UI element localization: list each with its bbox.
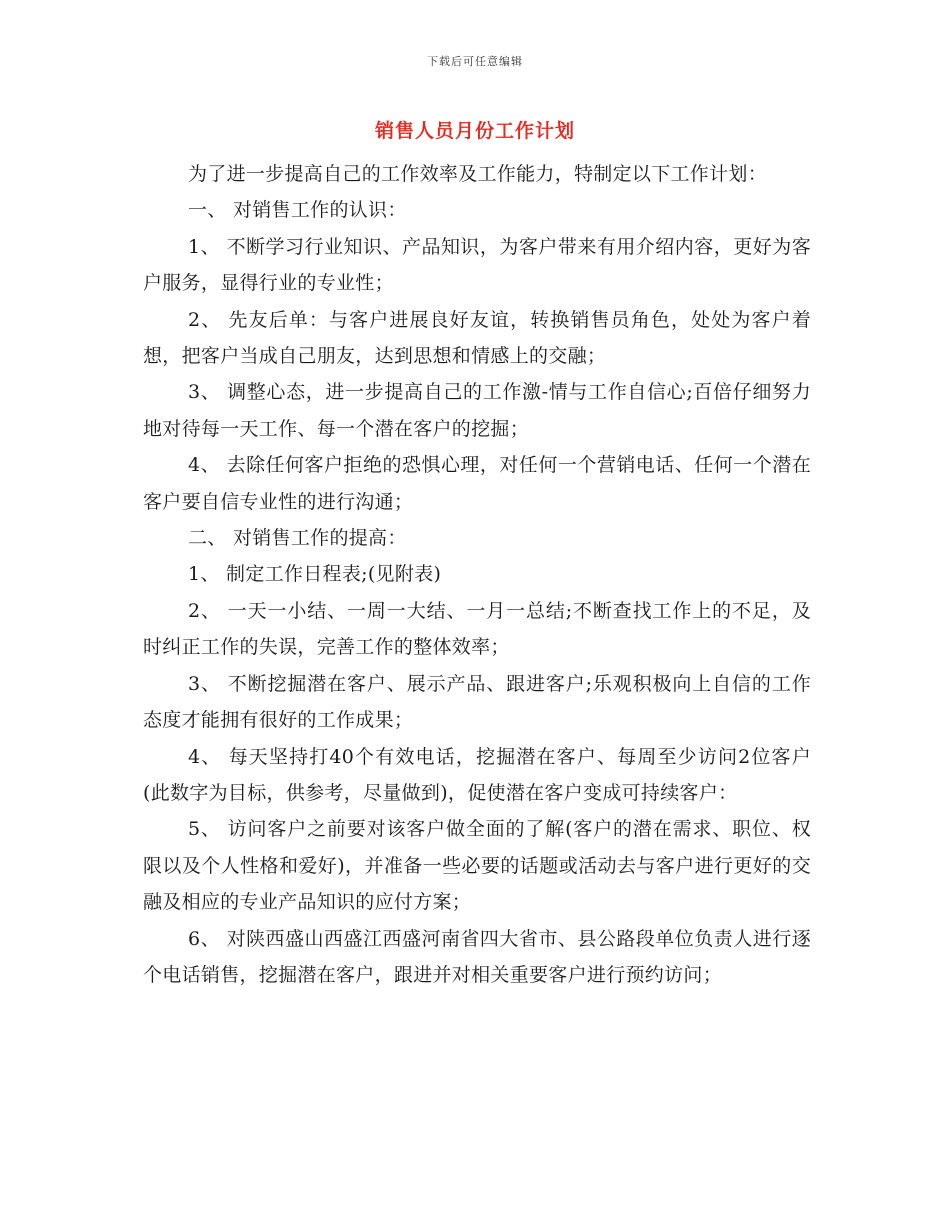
- list-item: 2、 先友后单：与客户进展良好友谊，转换销售员角色，处处为客户着想，把客户当成自己朋友，达到思想和情感上的交融；: [143, 308, 811, 368]
- list-item: 5、 访问客户之前要对该客户做全面的了解(客户的潜在需求、职位、权限以及个人性格和爱好)，并准备一些必要的话题或活动去与客户进行更好的交融及相应的专业产品知识的应付方案；: [143, 818, 811, 914]
- intro-paragraph: 为了进一步提高自己的工作效率及工作能力，特制定以下工作计划：: [188, 163, 768, 185]
- section-heading-2: 二、 对销售工作的提高：: [188, 527, 407, 550]
- list-item: 3、 不断挖掘潜在客户、展示产品、跟进客户;乐观积极向上自信的工作态度才能拥有很好的工作成果；: [143, 672, 811, 732]
- list-item: 6、 对陕西盛山西盛江西盛河南省四大省市、县公路段单位负责人进行逐个电话销售，挖掘潜在客户，跟进并对相关重要客户进行预约访问；: [143, 927, 811, 986]
- list-item: 1、 不断学习行业知识、产品知识，为客户带来有用介绍内容，更好为客户服务，显得行业的专业性；: [143, 235, 811, 295]
- section-heading-1: 一、 对销售工作的认识：: [188, 199, 407, 222]
- document-title: 销售人员月份工作计划: [374, 120, 575, 142]
- list-item: 4、 去除任何客户拒绝的恐惧心理，对任何一个营销电话、任何一个潜在客户要自信专业性的进行沟通；: [143, 454, 811, 513]
- list-item: 2、 一天一小结、一周一大结、一月一总结;不断查找工作上的不足，及时纠正工作的失误，完善工作的整体效率；: [143, 599, 811, 659]
- document-body: [143, 156, 811, 993]
- list-item: 3、 调整心态，进一步提高自己的工作激-情与工作自信心;百倍仔细努力地对待每一天工作、每一个潜在客户的挖掘；: [143, 381, 811, 440]
- list-item: 1、 制定工作日程表;(见附表): [188, 563, 442, 586]
- list-item: 4、 每天坚持打40个有效电话，挖掘潜在客户、每周至少访问2位客户(此数字为目标，供参考，尽量做到)，促使潜在客户变成可持续客户：: [143, 745, 811, 804]
- header-note: 下载后可任意编辑: [427, 55, 523, 68]
